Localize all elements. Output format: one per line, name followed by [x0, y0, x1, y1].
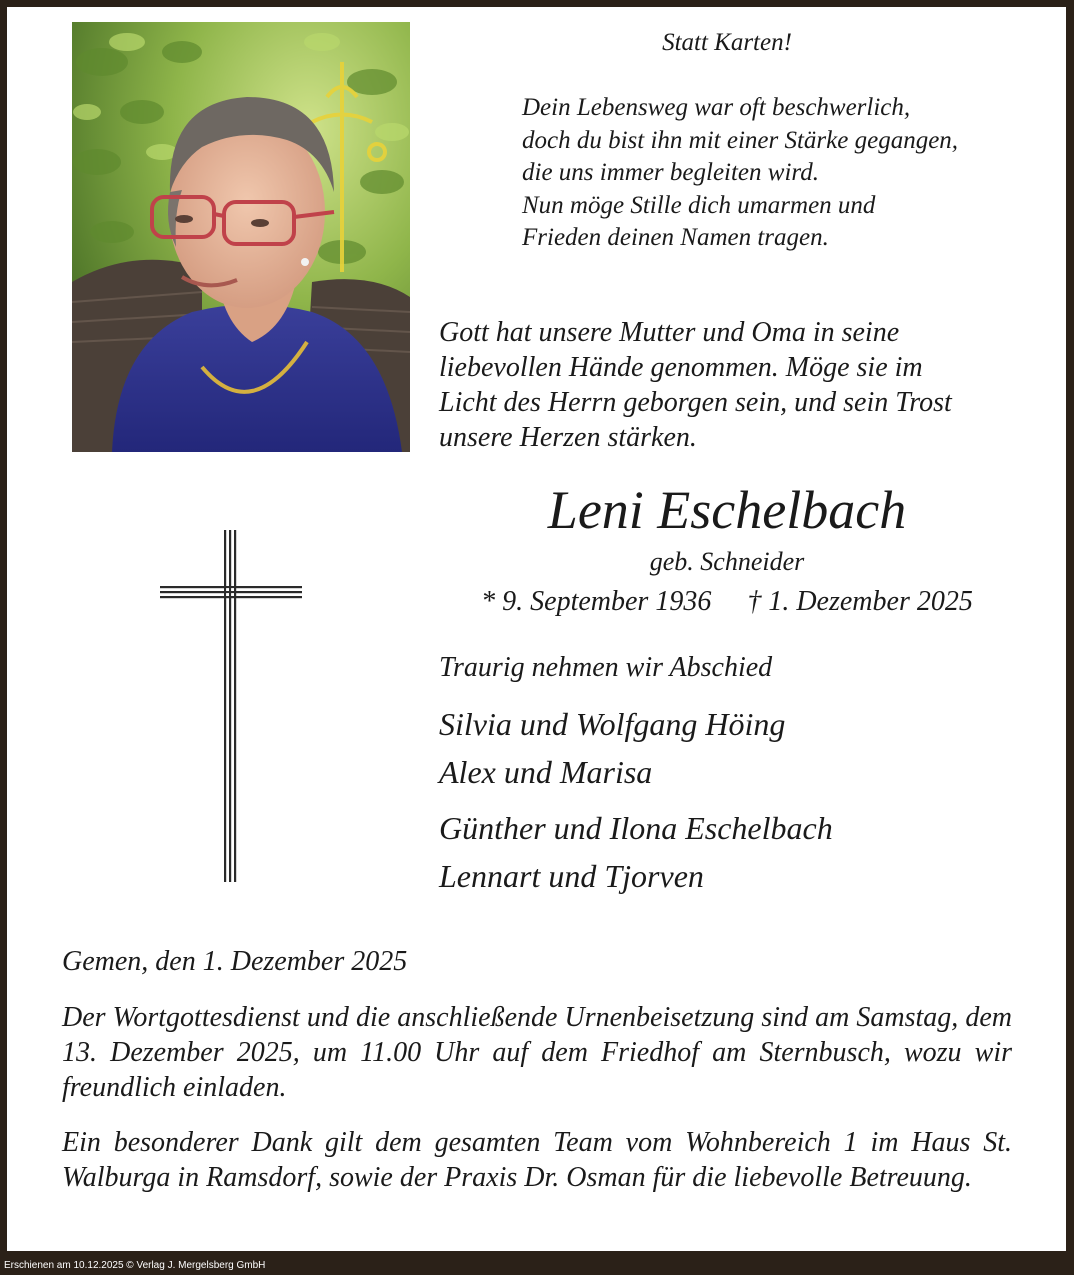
poem-line: doch du bist ihn mit einer Stärke gegangen, [522, 126, 959, 154]
faith-text-line: Licht des Herrn geborgen sein, und sein Trost [439, 387, 952, 418]
family-group-1 [439, 704, 785, 792]
family-line: Günther und Ilona Eschelbach [439, 810, 833, 846]
family-line: Silvia und Wolfgang Höing [439, 706, 786, 742]
birth-date: * 9. September 1936 [481, 586, 712, 617]
family-line: Alex und Marisa [439, 754, 653, 790]
poem-line: Dein Lebensweg war oft beschwerlich, [522, 94, 911, 121]
faith-text [439, 315, 952, 455]
poem [522, 92, 958, 255]
portrait-photo [72, 22, 410, 452]
place-date: Gemen, den 1. Dezember 2025 [62, 946, 408, 977]
publication-footer: Erschienen am 10.12.2025 © Verlag J. Mergelsberg GmbH [4, 1260, 266, 1271]
birth-name: geb. Schneider [649, 547, 805, 576]
statt-karten-heading: Statt Karten! [662, 29, 792, 56]
poem-line: Frieden deinen Namen tragen. [522, 224, 829, 251]
life-dates [439, 586, 1015, 618]
deceased-name: Leni Eschelbach [547, 480, 907, 540]
poem-line: die uns immer begleiten wird. [522, 159, 819, 186]
service-text: Der Wortgottesdienst und die anschließende Urnenbeisetzung sind am Samstag, dem 13. Dezember 2025, um 11.00 Uhr auf dem Friedhof am Sternbusch, wozu wir freundlich einladen. [62, 1002, 1012, 1103]
thanks-text: Ein besonderer Dank gilt dem gesamten Team vom Wohnbereich 1 im Haus St. Walburga in Ramsdorf, sowie der Praxis Dr. Osman für die liebevolle Betreuung. [62, 1127, 1012, 1193]
death-date: † 1. Dezember 2025 [747, 586, 973, 617]
faith-text-line: unsere Herzen stärken. [439, 422, 697, 453]
mourners-intro: Traurig nehmen wir Abschied [439, 652, 773, 683]
family-line: Lennart und Tjorven [439, 858, 704, 894]
cross-icon [160, 530, 302, 882]
family-group-2 [439, 808, 833, 896]
faith-text-line: liebevollen Hände genommen. Möge sie im [439, 352, 923, 383]
poem-line: Nun möge Stille dich umarmen und [522, 191, 876, 219]
obituary-card [7, 7, 1066, 1251]
faith-text-line: Gott hat unsere Mutter und Oma in seine [439, 317, 900, 348]
